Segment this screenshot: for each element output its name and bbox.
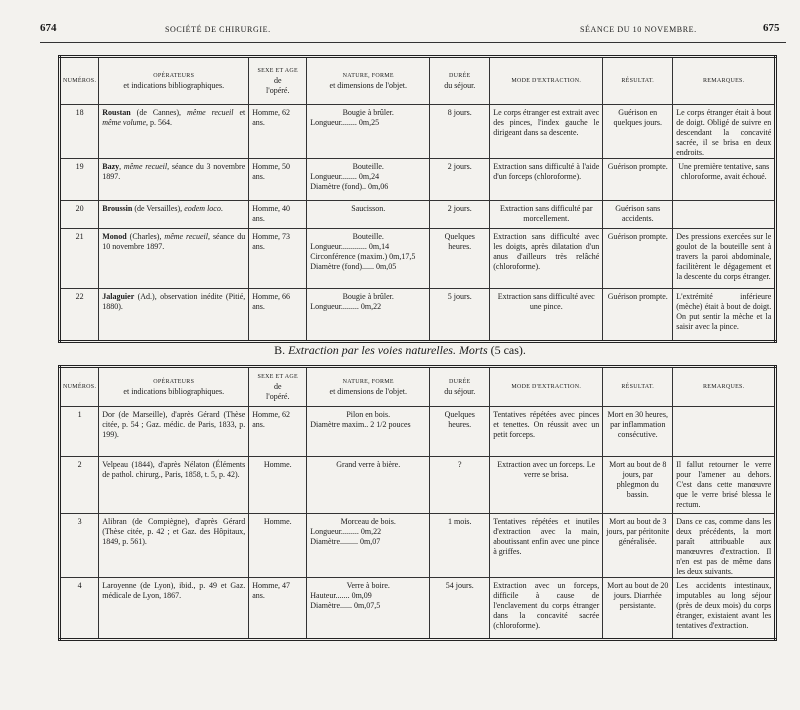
table-row xyxy=(60,201,776,229)
page-number-left: 674 xyxy=(40,22,57,34)
col-header-resultat: RÉSULTAT. xyxy=(603,57,673,105)
cell-mode: Extraction sans difficulté avec une pince. xyxy=(490,289,603,342)
cell-remarks: Les accidents intestinaux, imputables au long séjour (près de deux mois) du corps étranger, existaient avant les tentatives d'extraction. xyxy=(673,578,776,640)
col-header-numeros: NUMÉROS. xyxy=(60,57,99,105)
cell-operator: Jalaguier (Ad.), observation inédite (Pitié, 1880). xyxy=(99,289,249,342)
cell-duration: 5 jours. xyxy=(430,289,490,342)
cell-sex: Homme. xyxy=(249,457,307,514)
cell-nature: Bougie à brûler. Longueur........ 0m,25 xyxy=(307,105,430,159)
col-header-nature: NATURE, FORME et dimensions de l'objet. xyxy=(307,57,430,105)
table-a xyxy=(58,55,777,343)
cell-result: Guérison prompte. xyxy=(603,159,673,201)
cell-remarks: Une première tentative, sans chloroforme, avait échoué. xyxy=(673,159,776,201)
cell-operator: Dor (de Marseille), d'après Gérard (Thèse citée, p. 54 ; Gaz. médic. de Paris, 1833, p. 199). xyxy=(99,407,249,457)
cell-mode: Extraction sans difficulté avec les doigts, après dilatation d'un anus d'ailleurs très relâché (chloroforme). xyxy=(490,229,603,289)
col-header-mode: MODE D'EXTRACTION. xyxy=(490,367,603,407)
cell-nature: Bougie à brûler. Longueur......... 0m,22 xyxy=(307,289,430,342)
cell-result: Mort au bout de 3 jours, par péritonite généralisée. xyxy=(603,514,673,578)
cell-sex: Homme, 62 ans. xyxy=(249,105,307,159)
table-row xyxy=(60,159,776,201)
cell-sex: Homme, 50 ans. xyxy=(249,159,307,201)
cell-operator: Velpeau (1844), d'après Nélaton (Éléments de pathol. chirurg., Paris, 1858, t. 5, p. 42). xyxy=(99,457,249,514)
cell-remarks xyxy=(673,407,776,457)
cell-mode: Extraction sans difficulté à l'aide d'un forceps (chloroforme). xyxy=(490,159,603,201)
table-a-header-row xyxy=(60,57,776,105)
col-header-duree: DURÉE du séjour. xyxy=(430,367,490,407)
cell-operator: Bazy, même recueil, séance du 3 novembre 1897. xyxy=(99,159,249,201)
cell-result: Mort en 30 heures, par inflammation consécutive. xyxy=(603,407,673,457)
cell-sex: Homme. xyxy=(249,514,307,578)
cell-mode: Tentatives répétées avec pinces et tenettes. On réussit avec un petit forceps. xyxy=(490,407,603,457)
running-title-left: SOCIÉTÉ DE CHIRURGIE. xyxy=(165,25,271,34)
cell-nature: Morceau de bois. Longueur......... 0m,22 Diamètre......... 0m,07 xyxy=(307,514,430,578)
cell-remarks: Des pressions exercées sur le goulot de la bouteille sent à travers la paroi abdominale, facilitèrent le dégagement et la descente du corps étranger. xyxy=(673,229,776,289)
cell-num: 22 xyxy=(60,289,99,342)
cell-num: 20 xyxy=(60,201,99,229)
col-header-nature: NATURE, FORME et dimensions de l'objet. xyxy=(307,367,430,407)
cell-mode: Extraction avec un forceps, difficile à cause de l'enclavement du corps étranger dans la concavité sacrée (chloroforme). xyxy=(490,578,603,640)
cell-remarks: Il fallut retourner le verre pour l'amener au dehors. C'est dans cette manœuvre que le verre brisé blessa le rectum. xyxy=(673,457,776,514)
cell-duration: Quelques heures. xyxy=(430,407,490,457)
cell-nature: Bouteille. Longueur........ 0m,24 Diamètre (fond).. 0m,06 xyxy=(307,159,430,201)
col-header-duree: DURÉE du séjour. xyxy=(430,57,490,105)
col-header-resultat: RÉSULTAT. xyxy=(603,367,673,407)
cell-mode: Extraction avec un forceps. Le verre se brisa. xyxy=(490,457,603,514)
cell-remarks xyxy=(673,201,776,229)
cell-operator: Laroyenne (de Lyon), ibid., p. 49 et Gaz. médicale de Lyon, 1867. xyxy=(99,578,249,640)
table-row xyxy=(60,407,776,457)
table-row xyxy=(60,289,776,342)
cell-duration: 54 jours. xyxy=(430,578,490,640)
header-rule xyxy=(40,42,786,43)
cell-duration: 1 mois. xyxy=(430,514,490,578)
col-header-operateurs: OPÉRATEURS et indications bibliographiques. xyxy=(99,367,249,407)
cell-remarks: Le corps étranger était à bout de doigt. Obligé de suivre en descendant la concavité sacrée, il se brisa en deux endroits. xyxy=(673,105,776,159)
cell-result: Mort au bout de 8 jours, par phlegmon du bassin. xyxy=(603,457,673,514)
col-header-mode: MODE D'EXTRACTION. xyxy=(490,57,603,105)
cell-operator: Alibran (de Compiègne), d'après Gérard (Thèse citée, p. 42 ; et Gaz. des Hôpitaux, 1849, p. 561). xyxy=(99,514,249,578)
cell-sex: Homme, 40 ans. xyxy=(249,201,307,229)
cell-duration: 2 jours. xyxy=(430,201,490,229)
cell-nature: Verre à boire. Hauteur....... 0m,09 Diamètre...... 0m,07,5 xyxy=(307,578,430,640)
running-header xyxy=(0,22,800,40)
cell-result: Guérison prompte. xyxy=(603,229,673,289)
cell-mode: Extraction sans difficulté par morcellement. xyxy=(490,201,603,229)
cell-operator: Monod (Charles), même recueil, séance du 10 novembre 1897. xyxy=(99,229,249,289)
cell-result: Guérison prompte. xyxy=(603,289,673,342)
cell-duration: 8 jours. xyxy=(430,105,490,159)
cell-nature: Saucisson. xyxy=(307,201,430,229)
cell-num: 3 xyxy=(60,514,99,578)
table-b xyxy=(58,365,777,641)
cell-sex: Homme, 73 ans. xyxy=(249,229,307,289)
cell-nature: Grand verre à bière. xyxy=(307,457,430,514)
section-b-title: B. Extraction par les voies naturelles. Morts (5 cas). xyxy=(274,343,526,357)
cell-num: 2 xyxy=(60,457,99,514)
cell-mode: Tentatives répétées et inutiles d'extraction avec la main, aboutissant enfin avec une pince à griffes. xyxy=(490,514,603,578)
col-header-numeros: NUMÉROS. xyxy=(60,367,99,407)
cell-result: Guérison sans accidents. xyxy=(603,201,673,229)
table-row xyxy=(60,514,776,578)
cell-duration: ? xyxy=(430,457,490,514)
cell-result: Mort au bout de 20 jours. Diarrhée persistante. xyxy=(603,578,673,640)
table-row xyxy=(60,105,776,159)
table-row xyxy=(60,229,776,289)
running-title-right: SÉANCE DU 10 NOVEMBRE. xyxy=(580,25,697,34)
cell-remarks: L'extrémité inférieure (mèche) était à bout de doigt. On put sentir la mèche et la saisir avec la pince. xyxy=(673,289,776,342)
page-number-right: 675 xyxy=(763,22,780,34)
col-header-sexe: SEXE ET AGE de l'opéré. xyxy=(249,367,307,407)
cell-nature: Pilon en bois. Diamètre maxim.. 2 1/2 pouces xyxy=(307,407,430,457)
table-b-header-row xyxy=(60,367,776,407)
cell-sex: Homme, 66 ans. xyxy=(249,289,307,342)
col-header-sexe: SEXE ET AGE de l'opéré. xyxy=(249,57,307,105)
cell-operator: Broussin (de Versailles), eodem loco. xyxy=(99,201,249,229)
col-header-remarques: REMARQUES. xyxy=(673,367,776,407)
col-header-remarques: REMARQUES. xyxy=(673,57,776,105)
cell-sex: Homme, 47 ans. xyxy=(249,578,307,640)
cell-num: 18 xyxy=(60,105,99,159)
table-row xyxy=(60,578,776,640)
cell-num: 1 xyxy=(60,407,99,457)
cell-operator: Roustan (de Cannes), même recueil et même volume, p. 564. xyxy=(99,105,249,159)
cell-duration: 2 jours. xyxy=(430,159,490,201)
cell-sex: Homme, 62 ans. xyxy=(249,407,307,457)
cell-duration: Quelques heures. xyxy=(430,229,490,289)
cell-result: Guérison en quelques jours. xyxy=(603,105,673,159)
cell-remarks: Dans ce cas, comme dans les deux précédents, la mort paraît attribuable aux manœuvres d'extraction. Il n'en est pas de même dans les deux suivants. xyxy=(673,514,776,578)
cell-num: 19 xyxy=(60,159,99,201)
cell-nature: Bouteille. Longueur............. 0m,14 Circonférence (maxim.) 0m,17,5 Diamètre (fond)...... 0m,05 xyxy=(307,229,430,289)
cell-num: 21 xyxy=(60,229,99,289)
cell-mode: Le corps étranger est extrait avec des pinces, l'index gauche le dirigeant dans sa descente. xyxy=(490,105,603,159)
cell-num: 4 xyxy=(60,578,99,640)
table-row xyxy=(60,457,776,514)
col-header-operateurs: OPÉRATEURS et indications bibliographiques. xyxy=(99,57,249,105)
